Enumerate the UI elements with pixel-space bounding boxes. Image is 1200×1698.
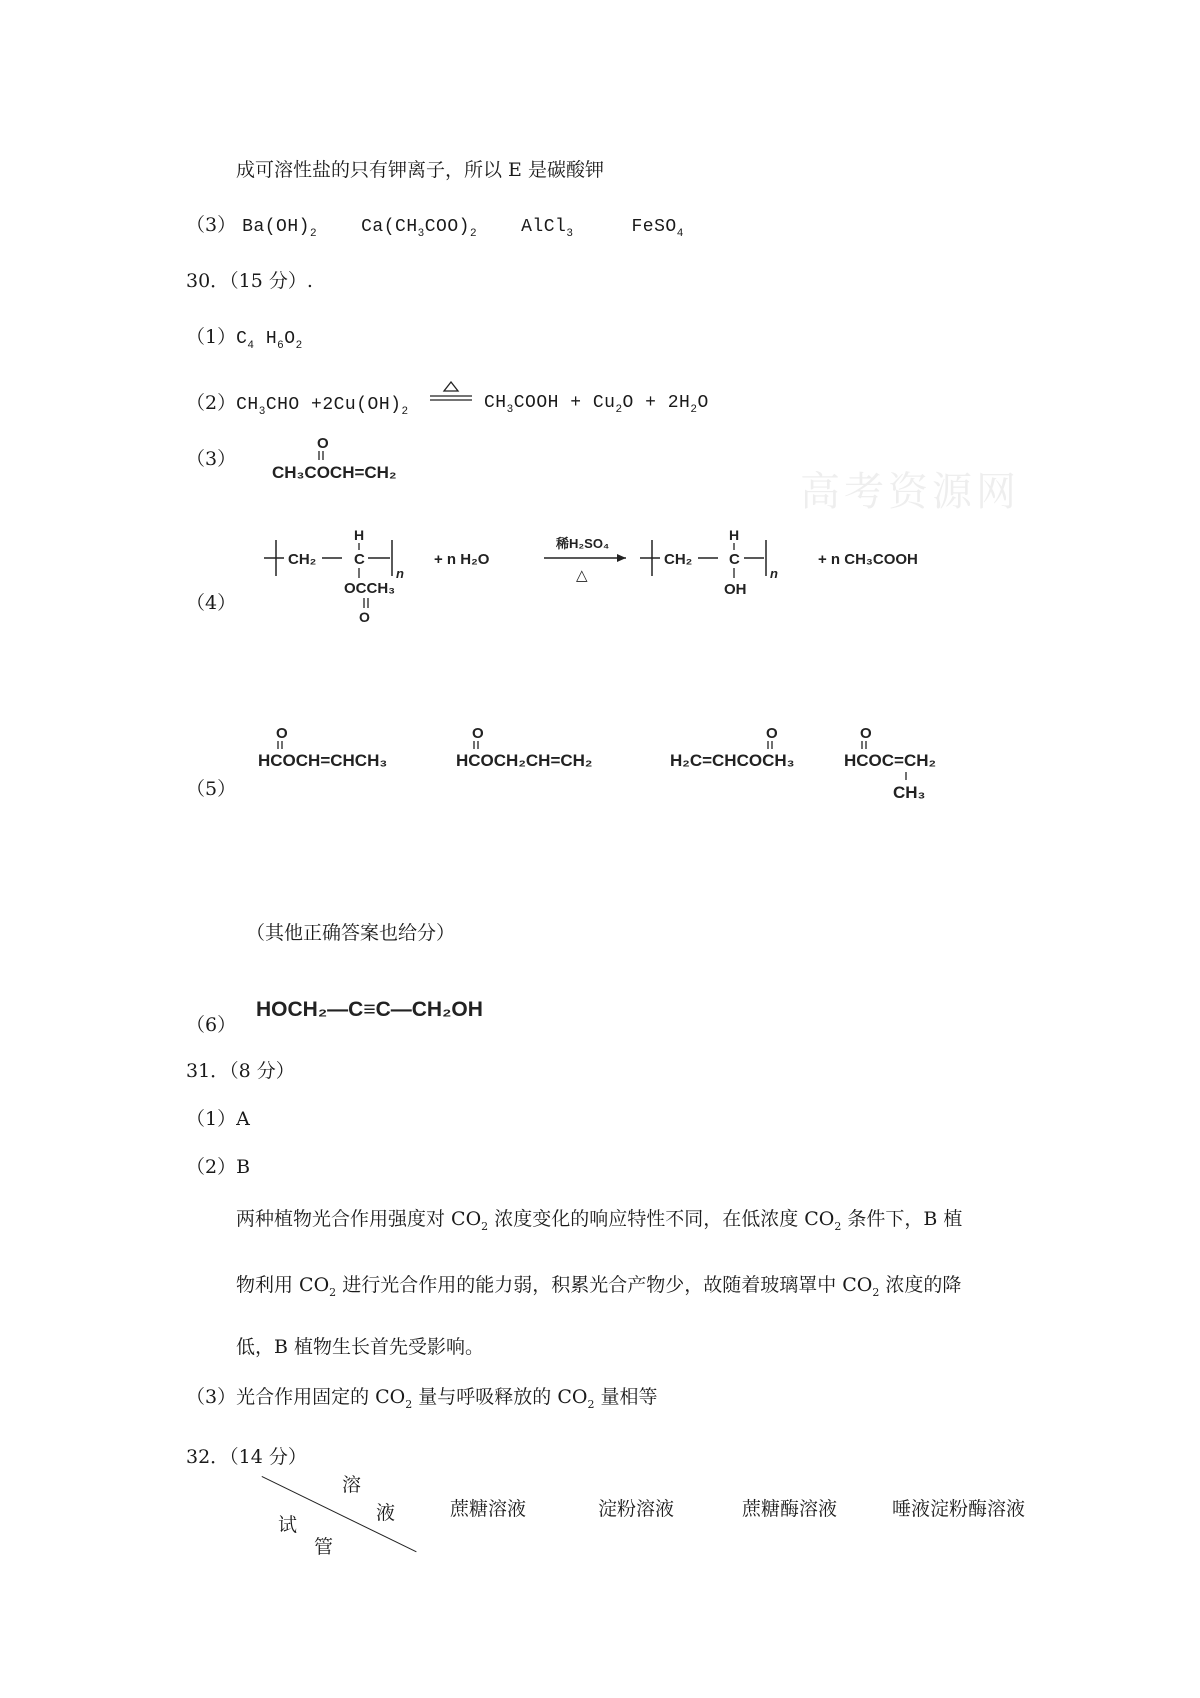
svg-text:CH₃: CH₃ [893,783,926,802]
q30-4-label: （4） [186,592,237,614]
corner-label-bottom: 管 [314,1536,334,1558]
svg-text:CH₂: CH₂ [664,551,693,568]
q30-6-label: （6） [186,1014,237,1036]
svg-text:C: C [354,551,365,568]
q3-label: （3） [186,214,237,236]
isomer-1: HCOCH=CHCH₃ [258,751,388,770]
q30-1-line [186,324,303,352]
table-32-header [262,1474,1062,1558]
question-30-heading: 30．（15 分）. [186,270,313,292]
svg-text:△: △ [576,567,588,584]
q31-paragraph-line-2: 物利用 $CO_2$ 进行光合作用的能力弱，积累光合产物少，故随着玻璃罩中 $CO_2$ 浓度的降 [236,1274,962,1299]
table-header-starch: 淀粉溶液 [598,1498,675,1520]
svg-text:H: H [354,527,365,543]
q30-2-line [186,390,409,418]
equation-arrow-heat [428,381,474,405]
q30-5-label: （5） [186,778,237,800]
q30-5-note: （其他正确答案也给分） [246,922,456,944]
q31-2-line: （2）B [186,1156,251,1178]
svg-text:+ n CH₃COOH: + n CH₃COOH [818,551,918,568]
polymer-hydrolysis-scheme [258,518,978,643]
table-header-sucrase: 蔗糖酶溶液 [742,1498,838,1520]
corner-label-left: 试 [278,1514,298,1536]
isomer-structures [256,720,1016,812]
q30-1-label: （1） [186,326,237,348]
formula-alcl3: AlCl$_3$ [521,217,574,240]
formula-baoh2: $Ba(OH)_2$ [242,217,318,240]
svg-text:O: O [359,609,370,625]
structure-hydrolysis-equation [258,518,978,647]
equation-products: $CH_3COOH + Cu_2O + 2H_2O$ [484,393,709,416]
q31-3-line: （3）光合作用固定的 $CO_2$ 量与呼吸释放的 $CO_2$ 量相等 [186,1386,658,1411]
formula-c4h6o2: $C_4$ $H_6O_2$ [236,329,303,352]
q31-paragraph-line-1: 两种植物光合作用强度对 $CO_2$ 浓度变化的响应特性不同，在低浓度 $CO_2$ 条件下，B 植 [236,1208,963,1233]
svg-text:O: O [276,725,288,742]
question-32-heading: 32．（14 分） [186,1446,307,1468]
svg-text:O: O [766,725,778,742]
svg-text:+ n H₂O: + n H₂O [434,551,490,568]
heat-arrow-icon [428,381,474,405]
isomer-2: HCOCH₂CH=CH₂ [456,751,593,770]
q30-2-label: （2） [186,392,237,414]
q3-answer-line [186,212,684,240]
q31-paragraph-line-3: 低，B 植物生长首先受影响。 [236,1336,485,1358]
svg-text:CH₃COCH=CH₂: CH₃COCH=CH₂ [272,463,397,482]
structure-butynediol: HOCH₂—C≡C—CH₂OH [256,998,483,1021]
q30-3-label: （3） [186,448,237,470]
formula-feso4: FeSO$_4$ [631,217,684,240]
structures-isomers [256,720,1016,816]
corner-label-top: 溶 [342,1474,362,1496]
svg-text:H: H [729,527,740,543]
vinyl-acetate-structure [270,432,450,490]
text-line-salt: 成可溶性盐的只有钾离子，所以 E 是碳酸钾 [236,159,604,181]
svg-text:OH: OH [724,581,747,598]
table-header-sucrose: 蔗糖溶液 [450,1498,527,1520]
table-header-amylase: 唾液淀粉酶溶液 [892,1498,1026,1520]
structure-vinyl-acetate [270,432,450,494]
svg-text:稀H₂SO₄: 稀H₂SO₄ [556,536,610,551]
svg-text:C: C [729,551,740,568]
svg-text:O: O [317,435,329,452]
equation-aldehyde-oxidation: $CH_3CHO +2Cu(OH)_2$ [236,395,409,418]
svg-text:n: n [396,566,404,581]
svg-text:OCCH₃: OCCH₃ [344,580,396,597]
watermark: 高考资源网 [800,469,1020,515]
formula-ca-acetate: $Ca(CH_3COO)_2$ [361,217,478,240]
question-31-heading: 31．（8 分） [186,1060,295,1082]
isomer-3: H₂C=CHCOCH₃ [670,751,795,770]
isomer-4: HCOC=CH₂ [844,751,937,770]
svg-text:CH₂: CH₂ [288,551,317,568]
q31-1-line: （1）A [186,1108,250,1130]
svg-text:n: n [770,566,778,581]
corner-label-right: 液 [376,1502,396,1524]
svg-text:O: O [472,725,484,742]
svg-text:O: O [860,725,872,742]
